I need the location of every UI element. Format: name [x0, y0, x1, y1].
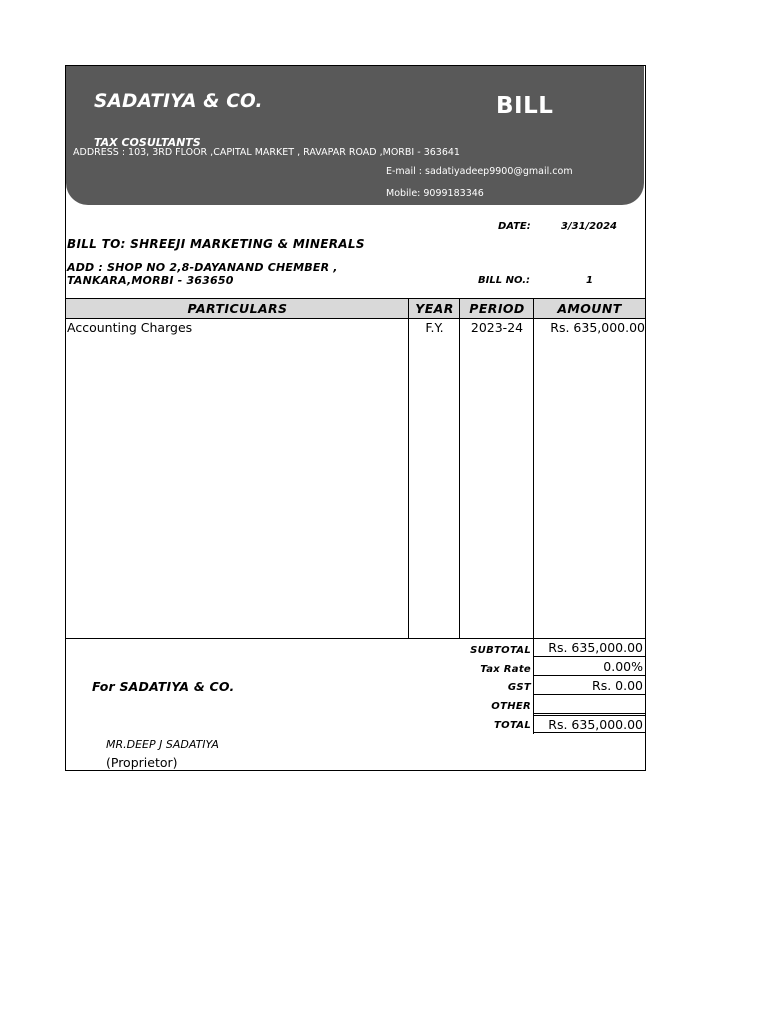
row-period: 2023-24: [470, 320, 524, 335]
company-address: ADDRESS : 103, 3RD FLOOR ,CAPITAL MARKET , RAVAPAR ROAD ,MORBI - 363641: [73, 147, 460, 158]
col-header-year: YEAR: [415, 301, 454, 316]
client-address: [67, 261, 367, 287]
row-year: F.Y.: [425, 320, 444, 335]
header-banner: [66, 66, 644, 205]
bill-no-value: 1: [586, 275, 593, 286]
date-label: DATE:: [498, 221, 531, 232]
subtotal-cell: [533, 639, 645, 657]
company-mobile: Mobile: 9099183346: [386, 188, 484, 199]
bill-sheet: [65, 65, 646, 771]
subtotal-label: SUBTOTAL: [470, 645, 531, 656]
company-name: SADATIYA & CO.: [94, 91, 263, 112]
row-particulars: Accounting Charges: [67, 320, 193, 335]
client-address-line1: ADD : SHOP NO 2,8-DAYANAND CHEMBER ,: [67, 261, 338, 274]
table-header: [66, 298, 645, 319]
company-email: E-mail : sadatiyadeep9900@gmail.com: [386, 166, 573, 177]
column-divider: [408, 298, 409, 639]
other-label: OTHER: [491, 701, 531, 712]
gst-cell: [533, 677, 645, 695]
tax-rate-cell: [533, 658, 645, 676]
tax-rate-label: Tax Rate: [480, 664, 531, 675]
total-label: TOTAL: [494, 720, 531, 731]
row-amount: Rs. 635,000.00: [550, 320, 645, 335]
other-cell: [533, 696, 645, 714]
bill-to-line: BILL TO: SHREEJI MARKETING & MINERALS: [67, 237, 365, 251]
bill-no-label: BILL NO.:: [478, 275, 531, 286]
client-address-line2: TANKARA,MORBI - 363650: [67, 274, 234, 287]
signer-role: (Proprietor): [106, 755, 178, 770]
document-title: BILL: [496, 93, 554, 119]
gst-label: GST: [507, 682, 531, 693]
signer-name: MR.DEEP J SADATIYA: [106, 738, 219, 751]
col-header-amount: AMOUNT: [557, 301, 622, 316]
total-value: Rs. 635,000.00: [548, 717, 643, 732]
gst-value: Rs. 0.00: [592, 678, 643, 693]
subtotal-value: Rs. 635,000.00: [548, 640, 643, 655]
for-company-line: For SADATIYA & CO.: [92, 679, 235, 694]
col-header-period: PERIOD: [469, 301, 525, 316]
date-value: 3/31/2024: [561, 221, 618, 232]
total-cell: [533, 715, 645, 733]
col-header-particulars: PARTICULARS: [187, 301, 288, 316]
tax-rate-value: 0.00%: [603, 659, 643, 674]
company-tagline: TAX COSULTANTS: [94, 136, 201, 149]
column-divider: [459, 298, 460, 639]
